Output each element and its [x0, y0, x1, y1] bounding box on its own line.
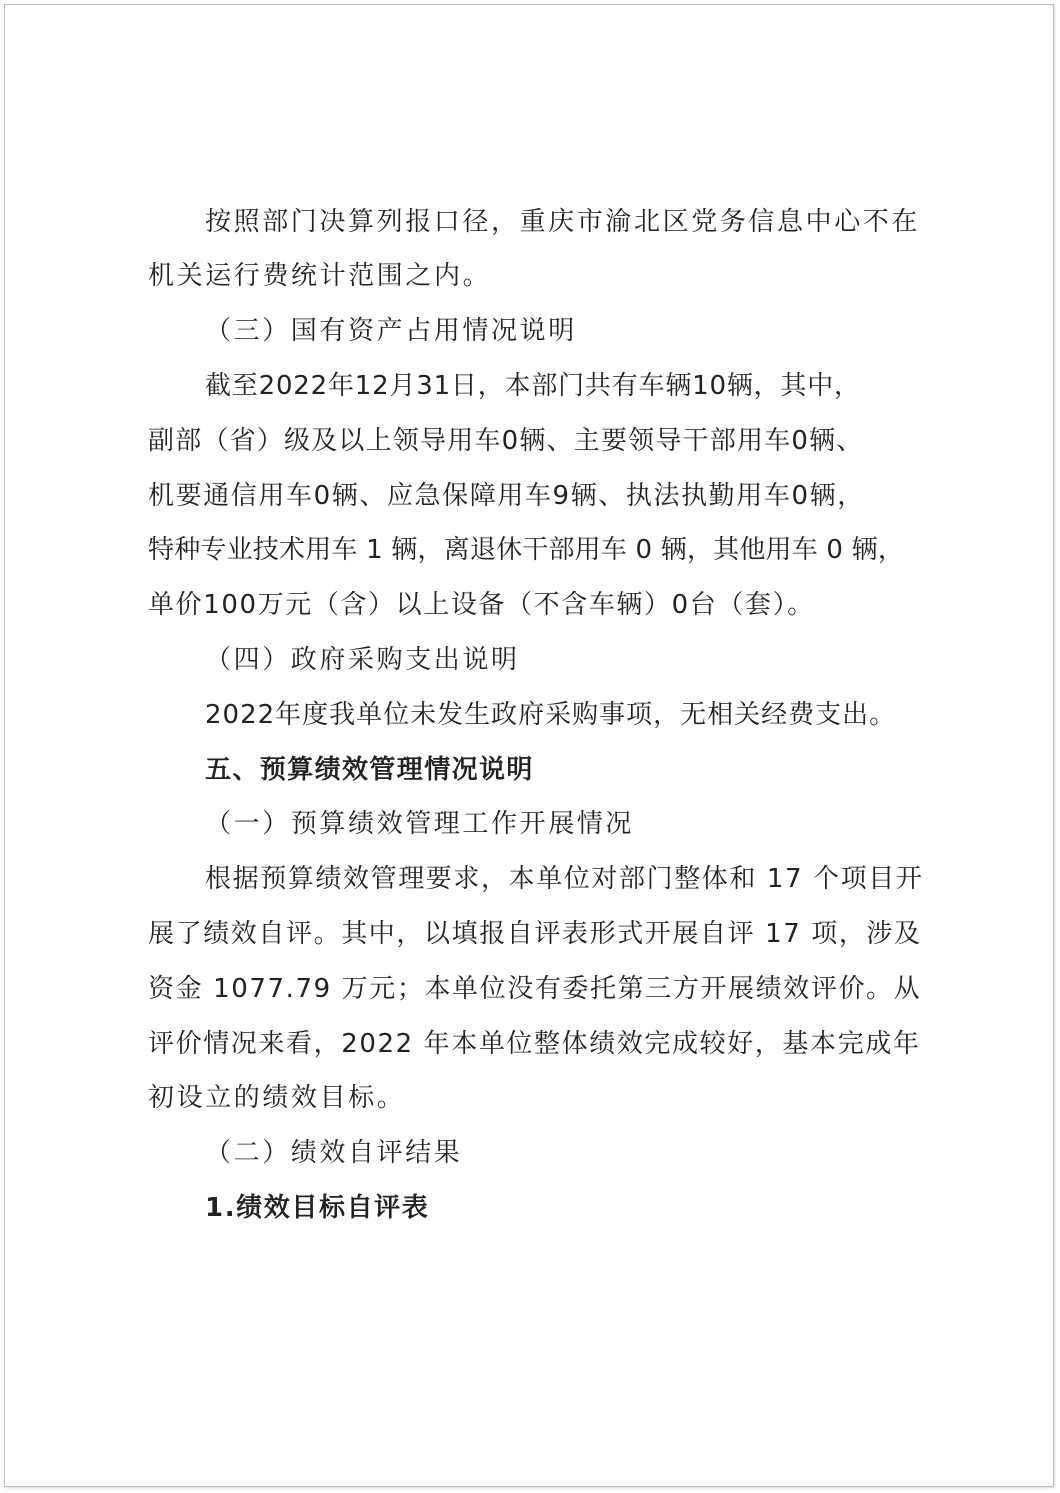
section-heading: （四）政府采购支出说明 — [205, 645, 520, 675]
body-text-line: 截至2022年12月31日，本部门共有车辆10辆，其中， — [205, 371, 861, 401]
chapter-heading: 五、预算绩效管理情况说明 — [205, 755, 534, 785]
section-heading: （一）预算绩效管理工作开展情况 — [205, 809, 635, 839]
document-page — [4, 4, 1054, 1487]
section-heading: （三）国有资产占用情况说明 — [205, 316, 577, 346]
body-text-line: 按照部门决算列报口径，重庆市渝北区党务信息中心不在 — [205, 207, 921, 237]
body-text-line: 单价100万元（含）以上设备（不含车辆）0台（套）。 — [148, 590, 815, 620]
body-text-line: 2022年度我单位未发生政府采购事项，无相关经费支出。 — [205, 700, 897, 730]
section-heading: （二）绩效自评结果 — [205, 1138, 463, 1168]
body-text-line: 资金 1077.79 万元；本单位没有委托第三方开展绩效评价。从 — [148, 974, 922, 1004]
body-text-line: 机要通信用车0辆、应急保障用车9辆、执法执勤用车0辆， — [148, 481, 865, 511]
body-text-line: 机关运行费统计范围之内。 — [148, 261, 492, 291]
subsection-heading: 1.绩效目标自评表 — [205, 1193, 430, 1223]
body-text-line: 评价情况来看，2022 年本单位整体绩效完成较好，基本完成年 — [148, 1029, 921, 1059]
body-text-line: 初设立的绩效目标。 — [148, 1083, 406, 1113]
body-text-line: 根据预算绩效管理要求，本单位对部门整体和 17 个项目开 — [205, 864, 924, 894]
body-text-line: 副部（省）级及以上领导用车0辆、主要领导干部用车0辆、 — [148, 426, 864, 456]
body-text-line: 特种专业技术用车 1 辆，离退休干部用车 0 辆，其他用车 0 辆， — [148, 535, 905, 565]
body-text-line: 展了绩效自评。其中，以填报自评表形式开展自评 17 项，涉及 — [148, 919, 922, 949]
